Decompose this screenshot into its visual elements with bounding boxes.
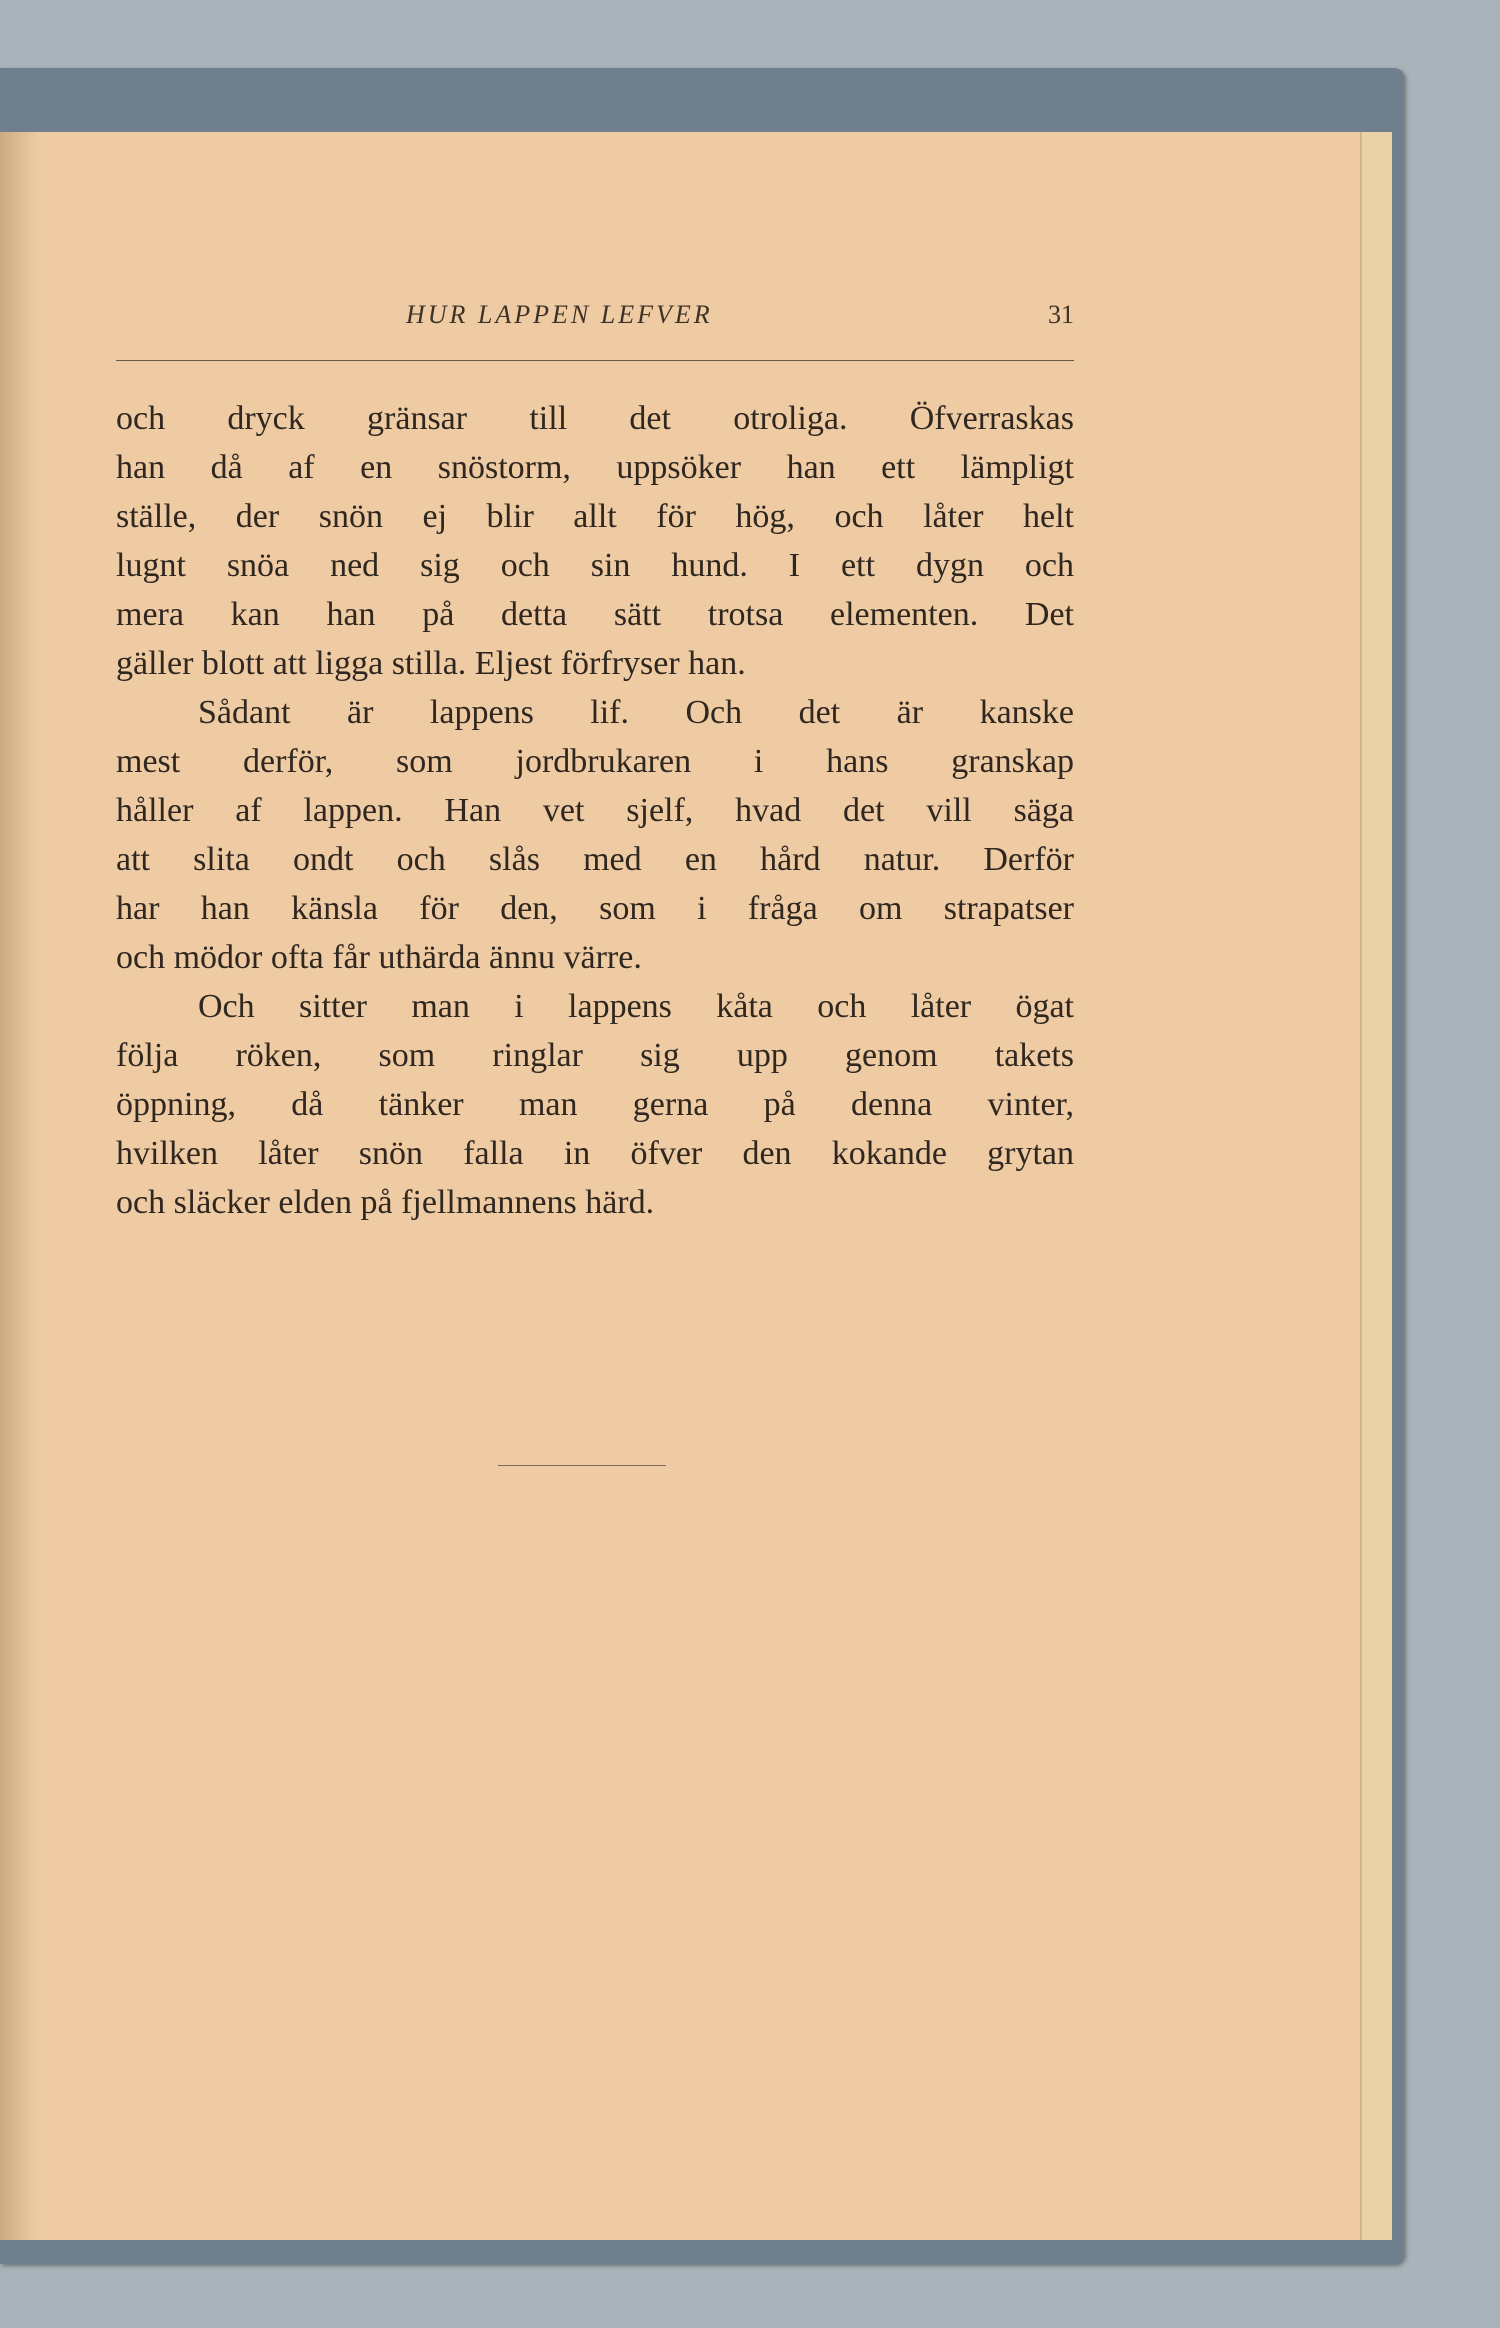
gutter-shadow <box>0 132 38 2240</box>
body-text <box>116 394 1074 1227</box>
text-line: följa röken, som ringlar sig upp genom takets <box>116 1037 1074 1074</box>
text-line: håller af lappen. Han vet sjelf, hvad det vill säga <box>116 792 1074 829</box>
page-number: 31 <box>1048 300 1074 329</box>
text-line: mera kan han på detta sätt trotsa elementen. Det <box>116 596 1074 633</box>
text-line: att slita ondt och slås med en hård natur. Derför <box>116 841 1074 878</box>
text-line: och släcker elden på fjellmannens härd. <box>116 1184 655 1221</box>
text-line: mest derför, som jordbrukaren i hans granskap <box>116 743 1074 780</box>
text-line: han då af en snöstorm, uppsöker han ett lämpligt <box>116 449 1074 486</box>
text-line: har han känsla för den, som i fråga om strapatser <box>116 890 1074 927</box>
text-line: Och sitter man i lappens kåta och låter ögat <box>198 988 1074 1025</box>
running-title: HUR LAPPEN LEFVER <box>406 300 713 329</box>
running-head <box>116 300 1074 340</box>
text-line: lugnt snöa ned sig och sin hund. I ett dygn och <box>116 547 1074 584</box>
text-line: gäller blott att ligga stilla. Eljest förfryser han. <box>116 645 746 682</box>
text-line: och dryck gränsar till det otroliga. Öfverraskas <box>116 400 1074 437</box>
text-line: öppning, då tänker man gerna på denna vinter, <box>116 1086 1074 1123</box>
text-line: Sådant är lappens lif. Och det är kanske <box>198 694 1074 731</box>
header-rule <box>116 360 1074 361</box>
text-line: ställe, der snön ej blir allt för hög, och låter helt <box>116 498 1074 535</box>
text-line: och mödor ofta får uthärda ännu värre. <box>116 939 642 976</box>
end-rule <box>498 1465 666 1466</box>
text-line: hvilken låter snön falla in öfver den kokande grytan <box>116 1135 1074 1172</box>
